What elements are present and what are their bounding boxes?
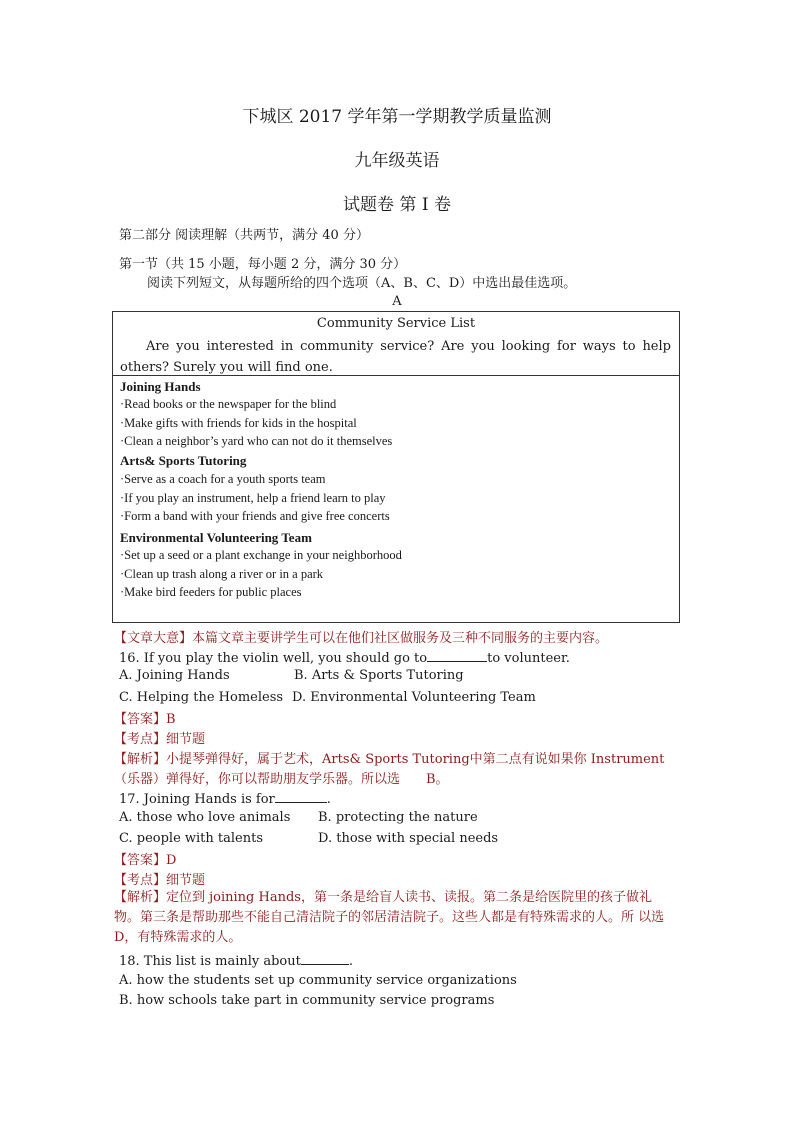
group-heading: Environmental Volunteering Team — [120, 530, 312, 545]
option: C. Helping the Homeless — [119, 690, 284, 705]
list-item: ·Clean up trash along a river or in a park — [120, 567, 324, 581]
section-heading: 第一节（共 15 小题，每小题 2 分，满分 30 分） — [119, 257, 407, 272]
box-divider — [113, 375, 679, 376]
part-heading: 第二部分 阅读理解（共两节，满分 40 分） — [119, 228, 369, 243]
subject-title: 九年级英语 — [354, 151, 440, 171]
point-label: 【考点】细节题 — [114, 732, 206, 747]
option: A. how the students set up community service organizations — [119, 973, 517, 988]
list-item: ·Read books or the newspaper for the blind — [120, 397, 337, 411]
list-item: ·Make bird feeders for public places — [120, 585, 302, 599]
option: B. how schools take part in community service programs — [119, 993, 495, 1008]
passage-label: A — [392, 294, 402, 309]
option: D. Environmental Volunteering Team — [292, 690, 536, 705]
service-list-box — [112, 311, 680, 623]
analysis-text: （乐器）弹得好，你可以帮助朋友学乐器。所以选 B。 — [114, 772, 449, 787]
option: A. Joining Hands — [119, 668, 230, 683]
paper-title: 试题卷 第 I 卷 — [343, 195, 451, 215]
group-heading: Arts& Sports Tutoring — [120, 453, 247, 468]
question-18-stem: 18. This list is mainly about . — [119, 954, 353, 969]
list-item: ·If you play an instrument, help a friend learn to play — [120, 491, 386, 505]
option: D. those with special needs — [318, 831, 499, 846]
list-item: ·Serve as a coach for a youth sports team — [120, 472, 326, 486]
list-item: ·Clean a neighbor’s yard who can not do it themselves — [120, 434, 393, 448]
box-title: Community Service List — [316, 316, 476, 331]
question-17-stem: 17. Joining Hands is for . — [119, 792, 331, 807]
group-heading: Joining Hands — [120, 379, 201, 394]
exam-title: 下城区 2017 学年第一学期教学质量监测 — [242, 107, 552, 127]
answer-blank — [275, 790, 327, 803]
summary-text: 【文章大意】本篇文章主要讲学生可以在他们社区做服务及三种不同服务的主要内容。 — [114, 631, 609, 646]
box-intro: Are you interested in community service? Are you looking for ways to help others? Surely you will find one. — [120, 339, 671, 375]
answer-blank — [301, 952, 349, 965]
list-item: ·Form a band with your friends and give free concerts — [120, 509, 390, 523]
question-16-stem: 16. If you play the violin well, you should go to to volunteer. — [119, 651, 570, 666]
analysis-text: 【解析】小提琴弹得好，属于艺术，Arts& Sports Tutoring中第二点有说如果你 Instrument — [114, 752, 665, 767]
list-item: ·Make gifts with friends for kids in the hospital — [120, 416, 357, 430]
option: C. people with talents — [119, 831, 264, 846]
option: B. protecting the nature — [318, 810, 478, 825]
answer-blank — [427, 649, 487, 662]
answer-label: 【答案】B — [114, 712, 176, 727]
point-label: 【考点】细节题 — [114, 873, 206, 888]
answer-label: 【答案】D — [114, 853, 177, 868]
analysis-text: 【解析】定位到 joining Hands，第一条是给盲人读书、读报。第二条是给医院里的孩子做礼物。第三条是帮助那些不能自己清洁院子的邻居清洁院子。这些人都是有特殊需求的人。所 以选D，有特殊需求的人。 — [114, 890, 665, 945]
list-item: ·Set up a seed or a plant exchange in your neighborhood — [120, 548, 402, 562]
option: A. those who love animals — [119, 810, 291, 825]
instruction-text: 阅读下列短文，从每题所给的四个选项（A、B、C、D）中选出最佳选项。 — [147, 276, 577, 291]
option: B. Arts & Sports Tutoring — [294, 668, 464, 683]
